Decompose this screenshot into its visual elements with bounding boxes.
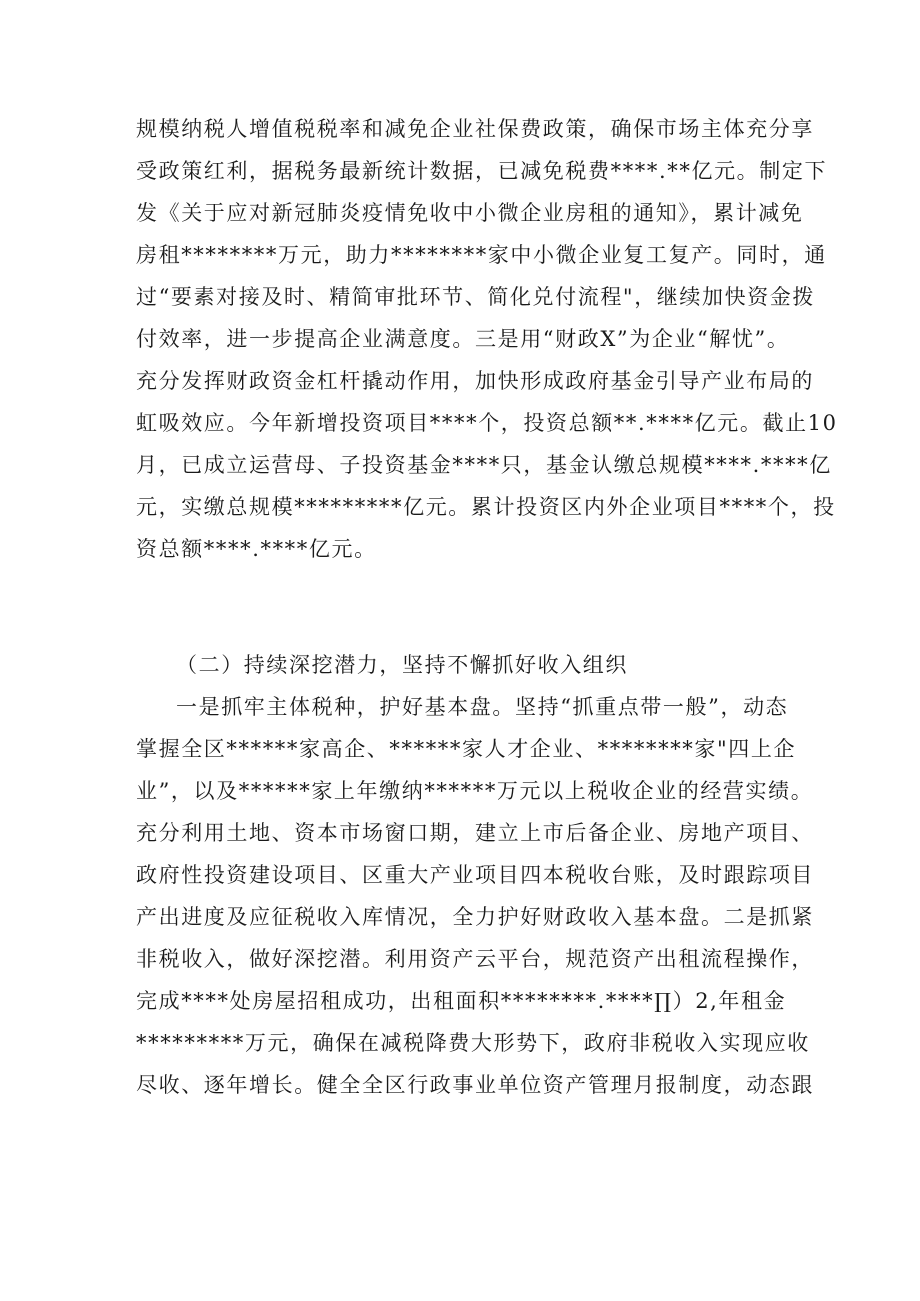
paragraph-2-line: 掌握全区******家高企、******家人才企业、********家"四上企 xyxy=(136,737,797,761)
paragraph-2-line: 充分利用土地、资本市场窗口期，建立上市后备企业、房地产项目、 xyxy=(136,821,814,845)
paragraph-1-line: 资总额****.****亿元。 xyxy=(136,537,377,561)
paragraph-1-line: 受政策红利，据税务最新统计数据，已减免税费****.**亿元。制定下 xyxy=(136,159,828,183)
paragraph-1-line: 充分发挥财政资金杠杆撬动作用，加快形成政府基金引导产业布局的 xyxy=(136,369,814,393)
paragraph-2-line: 完成****处房屋招租成功，出租面积********.****∏）2,年租金 xyxy=(136,989,787,1013)
paragraph-2-line: 非税收入，做好深挖潜。利用资产云平台，规范资产出租流程操作， xyxy=(136,947,814,971)
paragraph-1-line: 规模纳税人增值税税率和减免企业社保费政策，确保市场主体充分享 xyxy=(136,117,814,141)
paragraph-1-line: 元，实缴总规模*********亿元。累计投资区内外企业项目****个，投 xyxy=(136,495,836,519)
paragraph-2-line: *********万元，确保在减税降费大形势下，政府非税收入实现应收 xyxy=(136,1031,810,1055)
paragraph-2-line: 尽收、逐年增长。健全全区行政事业单位资产管理月报制度，动态跟 xyxy=(136,1073,814,1097)
paragraph-2-line: 产出进度及应征税收入库情况，全力护好财政收入基本盘。二是抓紧 xyxy=(136,905,814,929)
paragraph-2-line: 一是抓牢主体税种，护好基本盘。坚持“抓重点带一般”，动态 xyxy=(176,695,789,719)
section-heading: （二）持续深挖潜力，坚持不懈抓好收入组织 xyxy=(176,653,628,677)
paragraph-1-line: 房租********万元，助力********家中小微企业复工复产。同时，通 xyxy=(136,243,827,267)
paragraph-2-line: 政府性投资建设项目、区重大产业项目四本税收台账，及时跟踪项目 xyxy=(136,863,814,887)
paragraph-1-line: 过“要素对接及时、精简审批环节、简化兑付流程"，继续加快资金拨 xyxy=(136,285,815,309)
paragraph-2-line: 业”，以及******家上年缴纳******万元以上税收企业的经营实绩。 xyxy=(136,779,814,803)
paragraph-1-line: 虹吸效应。今年新增投资项目****个，投资总额**.****亿元。截止10 xyxy=(136,411,838,435)
paragraph-1-line: 月，已成立运营母、子投资基金****只，基金认缴总规模****.****亿 xyxy=(136,453,832,477)
paragraph-1-line: 发《关于应对新冠肺炎疫情免收中小微企业房租的通知》，累计减免 xyxy=(136,201,804,225)
paragraph-1-line: 付效率，进一步提高企业满意度。三是用“财政X”为企业“解忧”。 xyxy=(136,327,790,351)
